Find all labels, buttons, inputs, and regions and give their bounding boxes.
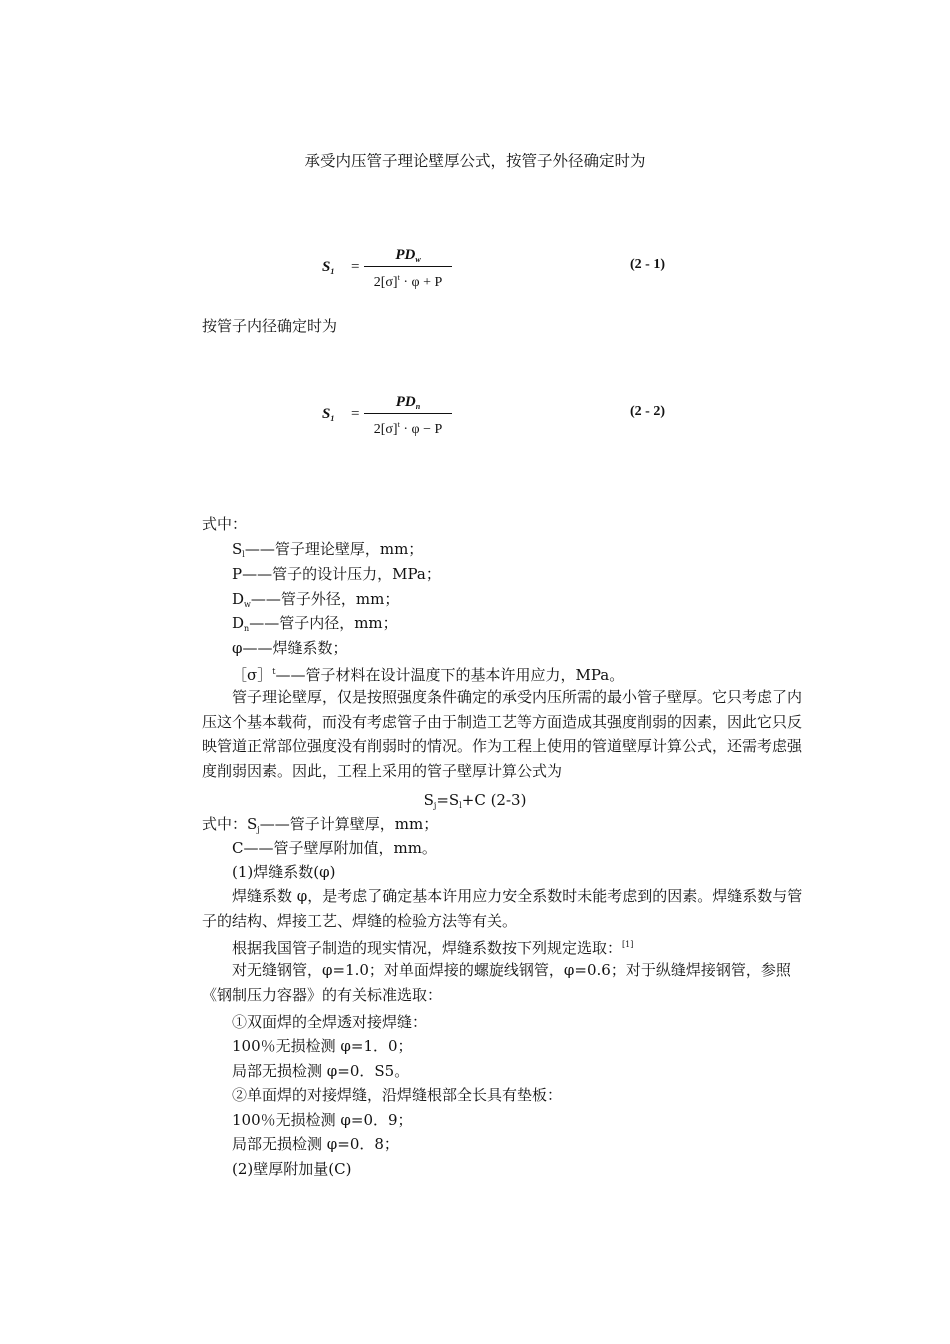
where-label: 式中： — [202, 515, 248, 533]
formula-denominator: $2[\sigma]^t \cdot \varphi - P$ — [373, 420, 443, 437]
fraction-bar — [364, 266, 452, 267]
def-s1: $S_l——$管子理论壁厚，mm； — [232, 540, 424, 559]
def-c: C——管子壁厚附加值，mm。 — [232, 839, 437, 857]
section-heading-weld-factor: (1)焊缝系数(φ) — [232, 863, 336, 881]
formula-2-3: $S_j=S_l+C$ (2-3) — [423, 791, 527, 810]
inner-diameter-label: 按管子内径确定时为 — [202, 317, 338, 335]
def-p: P——管子的设计压力，MPa； — [232, 565, 441, 583]
def-dn: $D_n——$管子内径，mm； — [232, 614, 398, 633]
formula-2-1 — [322, 245, 702, 289]
formula-equals: = — [351, 406, 360, 422]
def-sj: 式中：$S_j——$管子计算壁厚，mm； — [202, 815, 439, 834]
formula-number: (2 - 2) — [630, 404, 665, 419]
formula-numerator: $PD_w$ — [395, 247, 421, 264]
paragraph-weld-factor: 焊缝系数 φ，是考虑了确定基本许用应力安全系数时未能考虑到的因素。焊缝系数与管子的结构、焊接工艺、焊缝的检验方法等有关。 — [202, 887, 803, 930]
formula-equals: = — [351, 259, 360, 275]
formula-numerator: $PD_n$ — [395, 394, 421, 411]
formula-denominator: $2[\sigma]^t \cdot \varphi + P$ — [373, 273, 443, 290]
paragraph-selection: 根据我国管子制造的现实情况，焊缝系数按下列规定选取：[1] — [232, 939, 634, 957]
list-item: 局部无损检测 φ=0．8； — [232, 1135, 399, 1153]
section-heading-wall-allowance: (2)壁厚附加量(C) — [232, 1160, 352, 1178]
fraction-bar — [364, 413, 452, 414]
formula-lhs: $S_1$ — [322, 406, 335, 423]
list-item: 100％无损检测 φ=1．0； — [232, 1037, 413, 1055]
page-title: 承受内压管子理论壁厚公式，按管子外径确定时为 — [304, 152, 646, 170]
paragraph-theory: 管子理论壁厚，仅是按照强度条件确定的承受内压所需的最小管子壁厚。它只考虑了内压这个基本载荷，而没有考虑管子由于制造工艺等方面造成其强度削弱的因素，因此它只反映管道正常部位强度没有削弱时的情况。作为工程上使用的管道壁厚计算公式，还需考虑强度削弱因素。因此，工程上采用的管子壁厚计算公式为 — [202, 688, 803, 780]
formula-lhs: $S_1$ — [322, 259, 335, 276]
list-item: ②单面焊的对接焊缝，沿焊缝根部全长具有垫板： — [232, 1086, 563, 1104]
def-sigma: ［σ］$^t$——管子材料在设计温度下的基本许用应力，MPa。 — [232, 666, 625, 684]
formula-2-2 — [322, 392, 702, 436]
formula-number: (2 - 1) — [630, 257, 665, 272]
def-phi: φ——焊缝系数； — [232, 639, 348, 657]
formula-fraction — [364, 392, 452, 436]
list-item: ①双面焊的全焊透对接焊缝： — [232, 1013, 428, 1031]
formula-fraction — [364, 245, 452, 289]
list-item: 100％无损检测 φ=0．9； — [232, 1111, 413, 1129]
def-dw: $D_w——$管子外径，mm； — [232, 590, 400, 609]
list-item: 局部无损检测 φ=0．S5。 — [232, 1062, 410, 1080]
paragraph-seamless: 对无缝钢管，φ=1.0；对单面焊接的螺旋线钢管，φ=0.6；对于纵缝焊接钢管，参照《钢制压力容器》的有关标准选取： — [202, 961, 791, 1004]
